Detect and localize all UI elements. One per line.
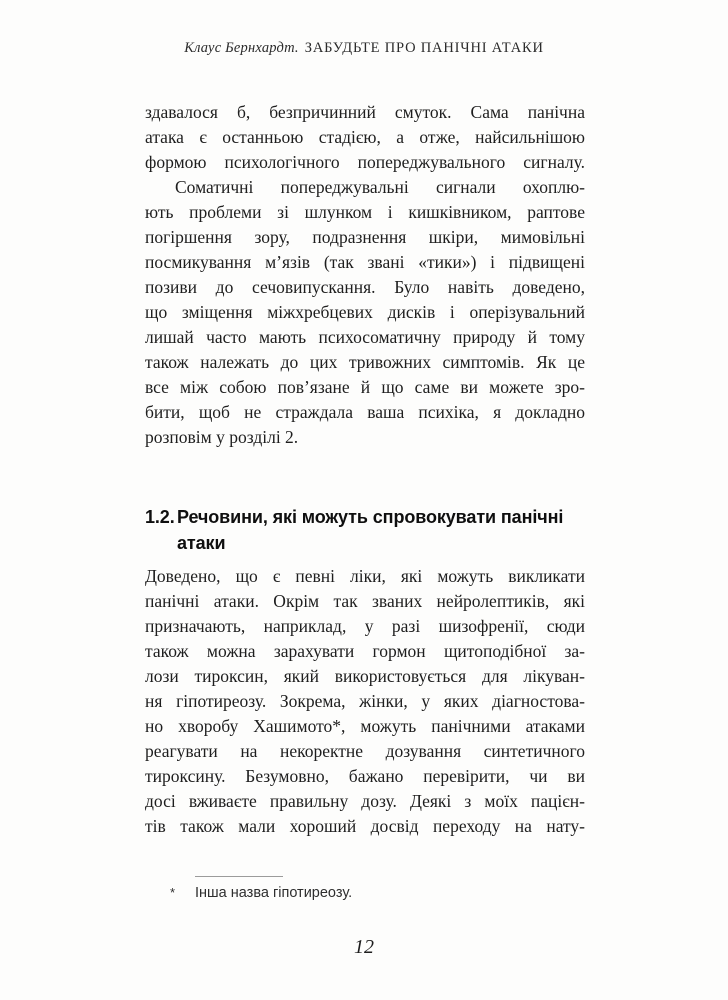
body-text-line: формою психологічного попереджувального сигналу. [145, 152, 585, 172]
body-text-line: бити, щоб не страждала ваша психіка, я докладно [145, 402, 585, 422]
body-text-line: тироксину. Безумовно, бажано перевірити, чи ви [145, 766, 585, 786]
body-text-line: Соматичні попереджувальні сигнали охоплю- [175, 177, 585, 197]
section-number: 1.2. [145, 507, 175, 527]
body-text-line: також можна зарахувати гормон щитоподібної за- [145, 641, 585, 661]
body-text-line: Доведено, що є певні ліки, які можуть викликати [145, 566, 585, 586]
body-text-line: призначають, наприклад, у разі шизофренії, сюди [145, 616, 585, 636]
paragraph-2 [145, 175, 585, 450]
body-text-line: ють проблеми зі шлунком і кишківником, раптове [145, 202, 585, 222]
section-title [177, 504, 585, 556]
running-header-author: Клаус Бернхардт. [184, 40, 299, 56]
body-text-line: погіршення зору, подразнення шкіри, мимовільні [145, 227, 585, 247]
body-text-line: посмикування м’язів (так звані «тики») і підвищені [145, 252, 585, 272]
body-text-line: реагувати на некоректне дозування синтетичного [145, 741, 585, 761]
running-header-book-title: ЗАБУДЬТЕ ПРО ПАНІЧНІ АТАКИ [304, 40, 544, 56]
body-text-line: також належать до цих тривожних симптомів. Як це [145, 352, 585, 372]
body-text-line: лишай часто мають психосоматичну природу й тому [145, 327, 585, 347]
body-text-line: позиви до сечовипускання. Було навіть доведено, [145, 277, 585, 297]
footnote-marker: * [170, 885, 176, 900]
footnote-divider [195, 876, 283, 877]
section-title-line: атаки [177, 533, 226, 553]
body-text-line: розповім у розділі 2. [145, 427, 299, 447]
paragraph-1 [145, 100, 585, 175]
page-number: 12 [354, 936, 374, 958]
body-text-line: панічні атаки. Окрім так званих нейролептиків, які [145, 591, 585, 611]
section-heading [145, 504, 585, 556]
page-body [145, 100, 585, 839]
running-header [0, 40, 728, 57]
body-text-line: но хворобу Хашимото*, можуть панічними атаками [145, 716, 585, 736]
body-text-line: лози тироксин, який використовується для лікуван- [145, 666, 585, 686]
body-text-line: досі вживаєте правильну дозу. Деякі з моїх пацієн- [145, 791, 585, 811]
body-text-line: атака є останньою стадією, а отже, найсильнішою [145, 127, 585, 147]
footnote-entry [145, 884, 585, 902]
footnote [145, 876, 585, 902]
body-text-line: ня гіпотиреозу. Зокрема, жінки, у яких діагностова- [145, 691, 585, 711]
body-text-line: все між собою пов’язане й що саме ви можете зро- [145, 377, 585, 397]
body-text-line: що зміщення міжхребцевих дисків і оперізувальний [145, 302, 585, 322]
paragraph-3 [145, 564, 585, 839]
footnote-text: Інша назва гіпотиреозу. [195, 885, 353, 901]
body-text-line: тів також мали хороший досвід переходу на нату- [145, 816, 585, 836]
section-title-line: Речовини, які можуть спровокувати панічні [177, 507, 564, 527]
body-text-line: здавалося б, безпричинний смуток. Сама панічна [145, 102, 585, 122]
